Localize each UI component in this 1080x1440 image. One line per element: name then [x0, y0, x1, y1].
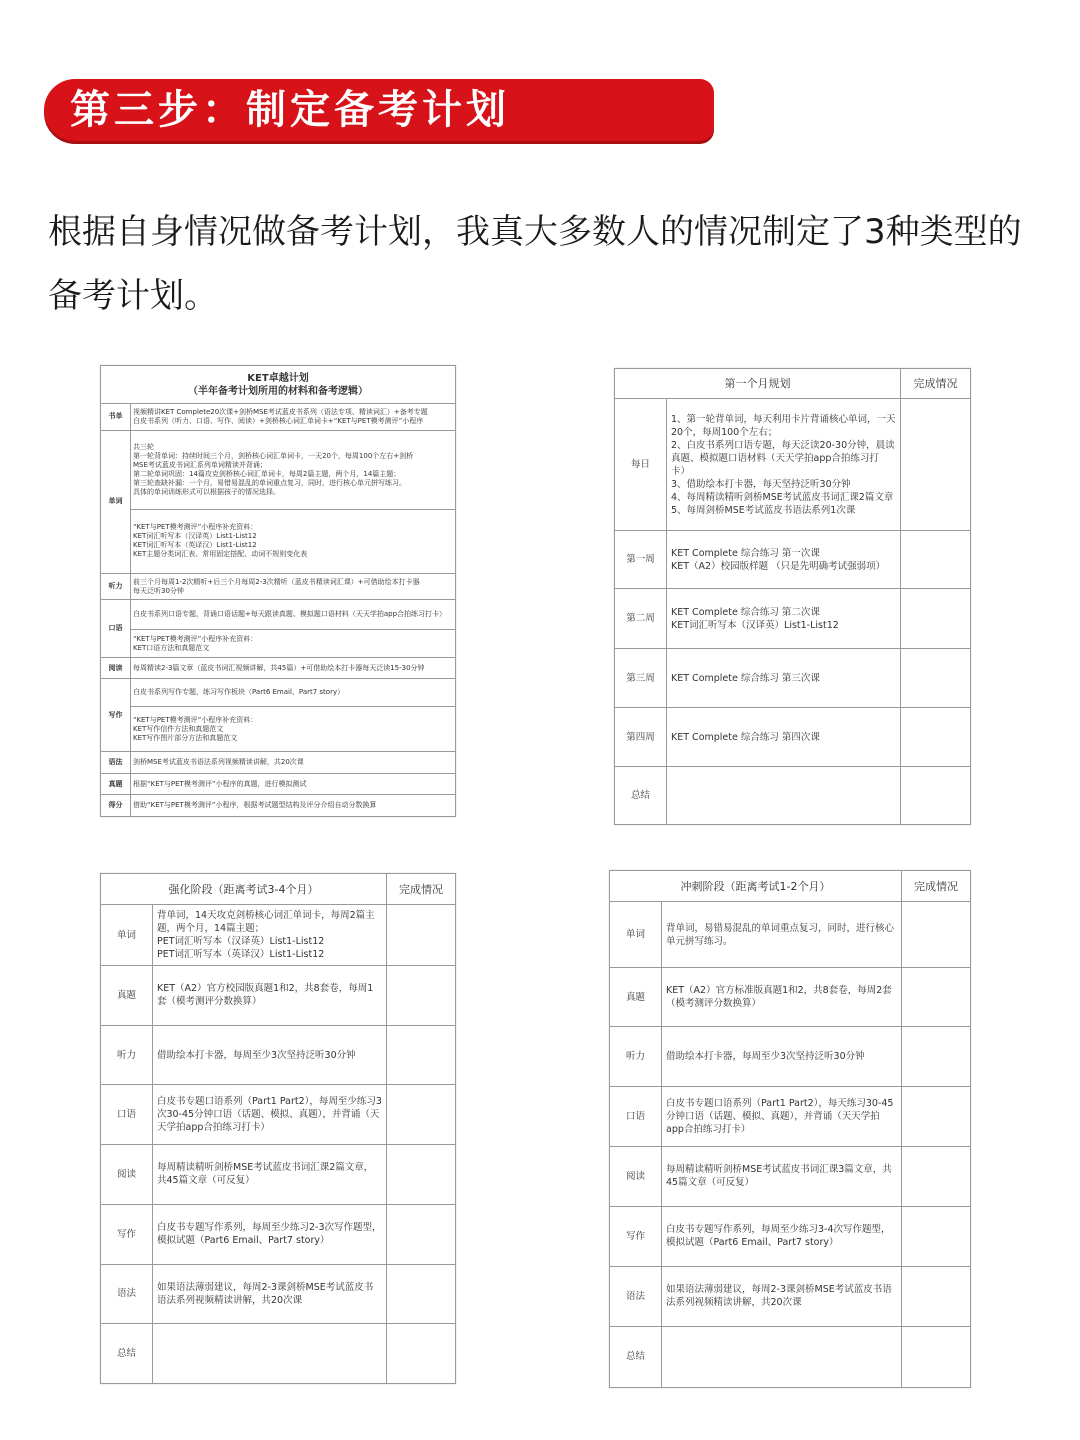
status-cell [901, 589, 971, 649]
table-row [101, 706, 456, 751]
table-row [101, 1204, 456, 1264]
table-row [101, 1085, 456, 1145]
row-label: 语法 [610, 1266, 662, 1326]
status-cell [902, 1266, 971, 1326]
intensive-table [100, 873, 456, 1384]
table-row [610, 1206, 971, 1266]
row-content: KET Complete 综合练习 第二次课 KET词汇听写本（汉译英）List1-List12 [667, 589, 901, 649]
table-row [101, 795, 456, 817]
table-row [615, 767, 971, 825]
table-row [101, 752, 456, 774]
row-content: “KET与PET模考测评”小程序补充资料： KET口语方法和真题范文 [131, 630, 456, 658]
status-header: 完成情况 [901, 369, 971, 399]
plan-document-intensive [100, 873, 456, 1384]
row-label: 书单 [101, 404, 131, 430]
table-row [610, 902, 971, 968]
row-content: 白皮书专题写作系列，每周至少练习2-3次写作题型，模拟试题（Part6 Email、Part7 story） [153, 1204, 387, 1264]
table-row [101, 600, 456, 630]
row-content: 如果语法薄弱建议，每周2-3课剑桥MSE考试蓝皮书语法系列视频精读讲解，共20次课 [153, 1264, 387, 1324]
status-cell [901, 708, 971, 767]
row-label: 写作 [101, 679, 131, 752]
status-cell [387, 966, 456, 1026]
row-content: 白皮书系列写作专题，练习写作板块（Part6 Email、Part7 story） [131, 679, 456, 707]
status-cell [902, 968, 971, 1027]
row-content: 共三轮 第一轮背单词：持续时间三个月，剑桥核心词汇单词卡，一天20个，每周100个左右+剑桥 MSE考试蓝皮书词汇系列单词精读并背诵； 第二轮单词巩固：14篇攻克剑桥核心词汇单词卡，每周2篇主题，两个月，14篇主题； 第三轮查缺补漏：一个月，易错易混乱的单词重点复习，同时，进行核心单元拼写练习。 具体的单词训练形式可以根据孩子的情况选择。 [131, 430, 456, 509]
row-content: 每周精读精听剑桥MSE考试蓝皮书词汇课2篇文章，共45篇文章（可反复） [153, 1145, 387, 1205]
status-cell [902, 902, 971, 968]
table-row [610, 1146, 971, 1206]
table-row [101, 1264, 456, 1324]
row-content: 借助绘本打卡器，每周至少3次坚持泛听30分钟 [153, 1025, 387, 1085]
status-cell [902, 1326, 971, 1387]
table-row [615, 589, 971, 649]
row-content: 白皮书专题口语系列（Part1 Part2），每周至少练习3次30-45分钟口语（话题、模拟、真题），并背诵（天天学拍app合拍练习打卡） [153, 1085, 387, 1145]
row-content [153, 1324, 387, 1384]
status-cell [387, 1324, 456, 1384]
row-label: 口语 [101, 600, 131, 657]
status-cell [387, 1204, 456, 1264]
status-cell [901, 767, 971, 825]
row-label: 第三周 [615, 649, 667, 708]
row-label: 语法 [101, 1264, 153, 1324]
table-header: 冲刺阶段（距离考试1-2个月） [610, 871, 902, 902]
status-cell [387, 1264, 456, 1324]
row-label: 真题 [101, 966, 153, 1026]
table-row [610, 1027, 971, 1087]
status-cell [902, 1206, 971, 1266]
row-content: 借助绘本打卡器，每周至少3次坚持泛听30分钟 [662, 1027, 902, 1087]
row-content: 背单词，易错易混乱的单词重点复习，同时，进行核心单元拼写练习。 [662, 902, 902, 968]
table-row [101, 657, 456, 679]
plan-document-sprint [609, 870, 971, 1388]
row-content [667, 767, 901, 825]
row-label: 第一周 [615, 531, 667, 589]
row-content: 剑桥MSE考试蓝皮书语法系列视频精读讲解，共20次课 [131, 752, 456, 774]
table-row [101, 1324, 456, 1384]
table-row [101, 404, 456, 430]
status-cell [387, 905, 456, 966]
status-cell [901, 399, 971, 531]
table-header: 强化阶段（距离考试3-4个月） [101, 874, 387, 905]
table-row [610, 1087, 971, 1146]
table-row [610, 1326, 971, 1387]
row-label: 语法 [101, 752, 131, 774]
table-row [610, 968, 971, 1027]
row-content: 前三个月每周1-2次精听+后三个月每周2-3次精听（蓝皮书精读词汇课）+可借助绘本打卡器 每天泛听30分钟 [131, 574, 456, 600]
row-content: 1、第一轮背单词，每天利用卡片背诵核心单词，一天20个，每周100个左右； 2、白皮书系列口语专题，每天泛读20-30分钟，晨读真题、模拟题口语材料（天天学拍app合拍练习打卡） 3、借助绘本打卡器，每天坚持泛听30分钟 4、每周精读精听剑桥MSE考试蓝皮书词汇课2篇文章 5、每周剑桥MSE考试蓝皮书语法系列1次课 [667, 399, 901, 531]
row-label: 单词 [101, 905, 153, 966]
row-content: 白皮书系列口语专题，背诵口语话题+每天跟读真题、模拟题口语材料（天天学拍app合拍练习打卡） [131, 600, 456, 630]
row-content: 借助“KET与PET模考测评”小程序，根据考试题型结构及评分介绍自动分数换算 [131, 795, 456, 817]
row-content: 根据“KET与PET模考测评”小程序的真题，进行模拟测试 [131, 773, 456, 795]
row-label: 得分 [101, 795, 131, 817]
status-header: 完成情况 [902, 871, 971, 902]
row-content: 白皮书专题写作系列，每周至少练习3-4次写作题型，模拟试题（Part6 Email、Part7 story） [662, 1206, 902, 1266]
row-label: 听力 [101, 1025, 153, 1085]
row-content: 每周精读精听剑桥MSE考试蓝皮书词汇课3篇文章，共45篇文章（可反复） [662, 1146, 902, 1206]
doc-title: KET卓越计划 [247, 372, 309, 384]
row-label: 阅读 [610, 1146, 662, 1206]
table-row [101, 966, 456, 1026]
row-label: 写作 [610, 1206, 662, 1266]
intro-text: 根据自身情况做备考计划，我真大多数人的情况制定了3种类型的备考计划。 [48, 212, 1022, 316]
row-label: 口语 [101, 1085, 153, 1145]
row-content: 背单词，14天攻克剑桥核心词汇单词卡，每周2篇主题，两个月，14篇主题； PET词汇听写本（汉译英）List1-List12 PET词汇听写本（英译汉）List1-List12 [153, 905, 387, 966]
row-label: 第二周 [615, 589, 667, 649]
row-label: 口语 [610, 1087, 662, 1146]
table-row [101, 1145, 456, 1205]
row-label: 听力 [101, 574, 131, 600]
table-header: 第一个月规划 [615, 369, 901, 399]
materials-table [100, 365, 456, 817]
row-content: KET（A2）官方校园版真题1和2，共8套卷，每周1套（模考测评分数换算） [153, 966, 387, 1026]
plan-document-ket-excellence [100, 365, 456, 817]
row-content: KET Complete 综合练习 第三次课 [667, 649, 901, 708]
table-row [101, 509, 456, 574]
first-month-table [614, 368, 971, 825]
row-content: KET Complete 综合练习 第一次课 KET（A2）校园版样题 （只是先明确考试强弱项） [667, 531, 901, 589]
status-cell [901, 649, 971, 708]
row-content: 每周精读2-3篇文章（蓝皮书词汇视频讲解，共45篇）+可借助绘本打卡器每天泛读15-30分钟 [131, 657, 456, 679]
status-cell [901, 531, 971, 589]
row-content: KET（A2）官方标准版真题1和2，共8套卷，每周2套（模考测评分数换算） [662, 968, 902, 1027]
row-label: 总结 [615, 767, 667, 825]
row-label: 写作 [101, 1204, 153, 1264]
table-row [615, 708, 971, 767]
row-content: 视频精讲KET Complete20次课+剑桥MSE考试蓝皮书系列（语法专项、精读词汇）+备考专题 白皮书系列（听力、口语、写作、阅读）+剑桥核心词汇单词卡+“KET与PET模考测评”小程序 [131, 404, 456, 430]
table-row [101, 574, 456, 600]
table-row [615, 649, 971, 708]
section-title: 第三步：制定备考计划 [70, 87, 510, 133]
table-row [101, 1025, 456, 1085]
row-content: “KET与PET模考测评”小程序补充资料： KET写作信件方法和真题范文 KET写作图片部分方法和真题范文 [131, 706, 456, 751]
row-content: KET Complete 综合练习 第四次课 [667, 708, 901, 767]
row-label: 总结 [610, 1326, 662, 1387]
status-cell [387, 1145, 456, 1205]
table-row [610, 1266, 971, 1326]
row-content [662, 1326, 902, 1387]
status-cell [902, 1146, 971, 1206]
sprint-table [609, 870, 971, 1388]
table-row [101, 679, 456, 707]
row-content: 白皮书专题口语系列（Part1 Part2），每天练习30-45分钟口语（话题、模拟、真题），并背诵（天天学拍app合拍练习打卡） [662, 1087, 902, 1146]
status-cell [387, 1025, 456, 1085]
status-cell [902, 1027, 971, 1087]
table-row [615, 399, 971, 531]
row-label: 总结 [101, 1324, 153, 1384]
row-label: 真题 [101, 773, 131, 795]
table-row [101, 630, 456, 658]
doc-title-cell [101, 366, 456, 404]
row-label: 阅读 [101, 657, 131, 679]
row-label: 听力 [610, 1027, 662, 1087]
row-label: 单词 [101, 430, 131, 574]
row-content: “KET与PET模考测评”小程序补充资料： KET词汇听写本（汉译英）List1-List12 KET词汇听写本（英译汉）List1-List12 KET主题分类词汇表、常用固定搭配、动词不规则变化表 [131, 509, 456, 574]
status-header: 完成情况 [387, 874, 456, 905]
row-content: 如果语法薄弱建议，每周2-3课剑桥MSE考试蓝皮书语法系列视频精读讲解，共20次课 [662, 1266, 902, 1326]
table-row [101, 905, 456, 966]
table-row [101, 773, 456, 795]
row-label: 每日 [615, 399, 667, 531]
status-cell [902, 1087, 971, 1146]
status-cell [387, 1085, 456, 1145]
doc-subtitle: （半年备考计划所用的材料和备考逻辑） [188, 385, 368, 397]
row-label: 单词 [610, 902, 662, 968]
table-row [101, 430, 456, 509]
row-label: 阅读 [101, 1145, 153, 1205]
row-label: 真题 [610, 968, 662, 1027]
plan-document-first-month [614, 368, 971, 825]
table-row [615, 531, 971, 589]
section-banner [44, 79, 714, 141]
row-label: 第四周 [615, 708, 667, 767]
